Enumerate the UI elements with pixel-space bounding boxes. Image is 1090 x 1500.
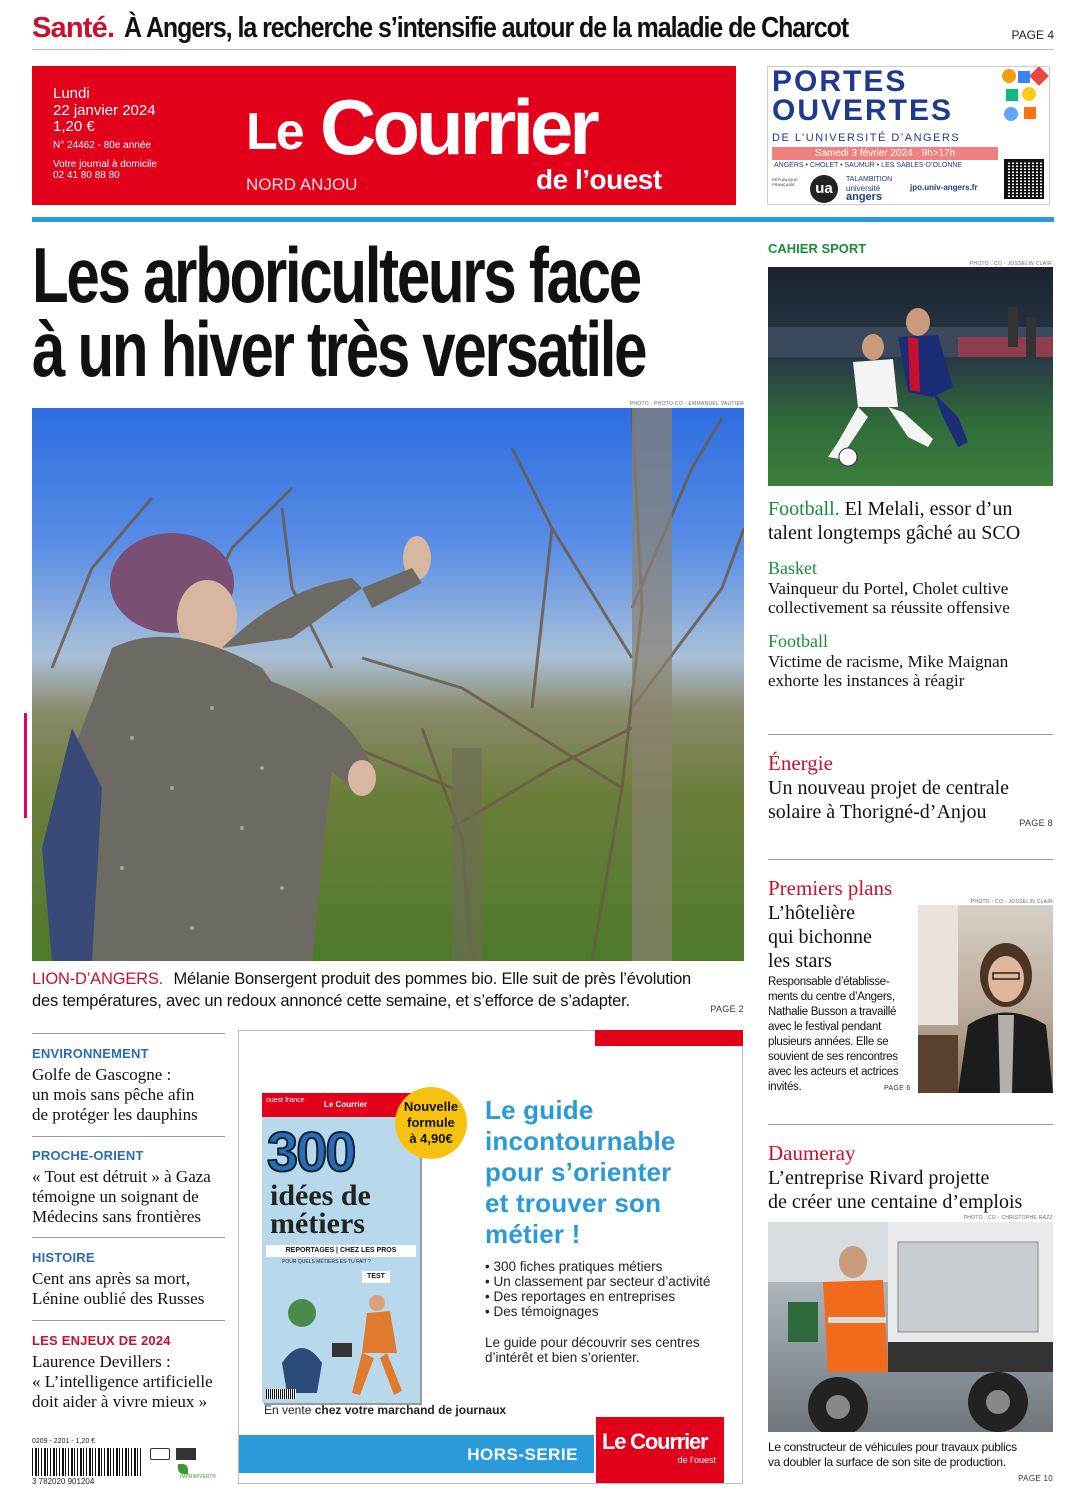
portrait-illustration bbox=[918, 905, 1053, 1093]
energie-title bbox=[768, 776, 1053, 824]
divider bbox=[32, 1320, 225, 1321]
left-title-line: Golfe de Gascogne : bbox=[32, 1065, 172, 1084]
cover-title2: métiers bbox=[270, 1207, 365, 1240]
price-badge bbox=[395, 1087, 467, 1159]
promo-bullet-text: 300 fiches pratiques métiers bbox=[493, 1259, 663, 1274]
leaf-icon bbox=[178, 1464, 188, 1474]
daumeray-line1: L’entreprise Rivard projette bbox=[768, 1167, 990, 1189]
left-rubric: ENVIRONNEMENT bbox=[32, 1046, 149, 1061]
decor-shape bbox=[1024, 107, 1036, 119]
caption-line1 bbox=[32, 968, 744, 990]
logo-de-l-ouest: de l’ouest bbox=[536, 164, 662, 195]
decor-shape bbox=[1022, 87, 1036, 101]
ad-cities: ANGERS • CHOLET • SAUMUR • LES SABLES-D’OLONNE bbox=[774, 162, 963, 169]
fsc-icon bbox=[176, 1448, 196, 1460]
left-title-line: doit aider à vivre mieux » bbox=[32, 1392, 208, 1411]
lead-caption bbox=[32, 968, 744, 1012]
teaser-headline: À Angers, la recherche s’intensifie autour de la maladie de Charcot bbox=[124, 12, 849, 44]
hors-serie-label: HORS-SERIE bbox=[467, 1445, 578, 1464]
left-title-line: « Tout est détruit » à Gaza bbox=[32, 1167, 211, 1186]
teaser-page: PAGE 4 bbox=[1011, 28, 1054, 42]
ad-url: jpo.univ-angers.fr bbox=[910, 183, 978, 192]
plans-page: PAGE 6 bbox=[884, 1085, 911, 1092]
masthead-phone: 02 41 80 88 80 bbox=[53, 169, 120, 181]
ad-date: Samedi 3 février 2024 · 9h>17h bbox=[814, 148, 956, 159]
barcode-digits: 3 782020 901204 bbox=[32, 1477, 95, 1486]
lead-photo[interactable] bbox=[32, 408, 744, 961]
daumeray-caption bbox=[768, 1440, 1053, 1483]
energie-page: PAGE 8 bbox=[1019, 818, 1053, 828]
promo-tagline-line: d’intérêt et bien s’orienter. bbox=[485, 1350, 640, 1365]
sport-rubric: Basket bbox=[768, 558, 817, 578]
ad-date-band bbox=[772, 147, 998, 160]
decor-shape bbox=[1029, 66, 1049, 86]
promo-headline bbox=[485, 1095, 676, 1250]
caption-page: PAGE 2 bbox=[710, 1004, 744, 1014]
cover-strip: REPORTAGES | CHEZ LES PROS bbox=[266, 1245, 416, 1257]
edition-label: NORD ANJOU bbox=[246, 175, 358, 194]
daumeray-caption-line2: va doubler la surface de son site de production. bbox=[768, 1455, 1006, 1469]
masthead-issue: N° 24462 - 80e année bbox=[53, 139, 151, 151]
sport-rubric: Football. bbox=[768, 498, 840, 520]
universite-label: université bbox=[846, 184, 881, 193]
promo-tagline bbox=[485, 1335, 700, 1365]
sport-item-basket[interactable] bbox=[768, 558, 1053, 617]
plans-body-line: avec les acteurs et actrices bbox=[768, 1066, 899, 1078]
cover-title1: idées de bbox=[270, 1179, 371, 1212]
promo-bullet: • Des reportages en entreprises bbox=[485, 1289, 676, 1304]
plans-body-line: souvient de ses rencontres bbox=[768, 1051, 898, 1063]
ua-logo: ua bbox=[810, 175, 838, 203]
caption-text1: Mélanie Bonsergent produit des pommes bio. Elle suit de près l’évolution bbox=[173, 970, 692, 988]
badge-line1: Nouvelle bbox=[403, 1099, 459, 1114]
promo-headline-line: pour s’orienter bbox=[485, 1157, 672, 1187]
masthead[interactable] bbox=[32, 66, 736, 205]
logo-le: Le bbox=[246, 103, 303, 161]
daumeray-caption-line1: Le constructeur de véhicules pour travaux publics bbox=[768, 1440, 1017, 1454]
divider bbox=[768, 859, 1053, 860]
masthead-day: Lundi bbox=[53, 85, 90, 102]
daumeray-line2: de créer une centaine d’emplois bbox=[768, 1191, 1023, 1213]
caption-line2 bbox=[32, 990, 744, 1012]
caption-text2: des températures, avec un redoux annoncé cette semaine, et s’efforce de s’adapter. bbox=[32, 992, 630, 1010]
left-title-line: de protéger les dauphins bbox=[32, 1105, 198, 1124]
plans-photo-credit: PHOTO : CO - JOSSELIN CLAIR bbox=[970, 899, 1053, 905]
promo-bullet: • 300 fiches pratiques métiers bbox=[485, 1259, 663, 1274]
plans-body-line: Nathalie Busson a travaillé bbox=[768, 1006, 897, 1018]
promo-logo-courrier: Le Courrier bbox=[602, 1429, 708, 1454]
qr-code-icon bbox=[1004, 159, 1044, 199]
left-title-line: un mois sans pêche afin bbox=[32, 1085, 195, 1104]
lead-headline[interactable] bbox=[32, 231, 752, 393]
section-separator bbox=[32, 217, 1054, 222]
top-teaser[interactable] bbox=[32, 12, 1054, 48]
ad-decor bbox=[1002, 69, 1048, 127]
football-illustration bbox=[768, 267, 1053, 486]
sport-title-line1: El Melali, essor d’un bbox=[844, 498, 1013, 520]
masthead-delivery: Votre journal à domicile bbox=[53, 158, 157, 170]
ad-line3: DE L’UNIVERSITÉ D’ANGERS bbox=[772, 132, 961, 144]
plans-rubric: Premiers plans bbox=[768, 876, 893, 900]
masthead-info bbox=[53, 86, 157, 181]
left-title bbox=[32, 1167, 225, 1227]
plans-body-line: invités. bbox=[768, 1081, 802, 1093]
recycle-icon bbox=[150, 1448, 170, 1460]
promo-courrier-logo bbox=[596, 1417, 724, 1483]
lead-headline-line2: à un hiver très versatile bbox=[32, 305, 646, 393]
masthead-date: 22 janvier 2024 bbox=[53, 101, 156, 119]
divider bbox=[32, 1033, 225, 1034]
left-title-line: Médecins sans frontières bbox=[32, 1207, 202, 1226]
left-rubric: PROCHE-ORIENT bbox=[32, 1148, 144, 1163]
sport-photo[interactable] bbox=[768, 267, 1053, 486]
left-item-proche-orient[interactable] bbox=[32, 1148, 225, 1227]
angers-label: angers bbox=[846, 191, 883, 203]
sport-item-football-melali[interactable] bbox=[768, 497, 1053, 545]
left-rubric: HISTOIRE bbox=[32, 1250, 95, 1265]
lead-headline-line1: Les arboriculteurs face bbox=[32, 231, 640, 319]
orchard-illustration bbox=[32, 408, 744, 961]
left-item-histoire[interactable] bbox=[32, 1250, 225, 1309]
daumeray-item[interactable] bbox=[768, 1141, 1053, 1214]
cover-brand-ouest: ouest france bbox=[266, 1097, 305, 1104]
newspaper-logo bbox=[246, 83, 686, 196]
sport-title-line1: Victime de racisme, Mike Maignan bbox=[768, 652, 1009, 671]
promo-sale-prefix: En vente bbox=[264, 1403, 315, 1417]
daumeray-photo[interactable] bbox=[768, 1222, 1053, 1432]
plans-body-line: plusieurs années. Elle se bbox=[768, 1036, 889, 1048]
badge-line2: formule bbox=[407, 1115, 455, 1130]
promo-headline-line: et trouver son bbox=[485, 1188, 662, 1218]
left-title bbox=[32, 1352, 225, 1412]
logo-courrier: Courrier bbox=[320, 83, 596, 171]
promo-bullet: • Des témoignages bbox=[485, 1304, 599, 1319]
badge-line3: à 4,90€ bbox=[409, 1131, 453, 1146]
cover-strip2: POUR QUELS MÉTIERS ES-TU FAIT ? bbox=[282, 1259, 371, 1265]
energie-item[interactable] bbox=[768, 751, 1053, 828]
masthead-price: 1,20 € bbox=[53, 118, 95, 135]
decor-shape bbox=[1004, 107, 1018, 121]
daumeray-rubric: Daumeray bbox=[768, 1141, 856, 1165]
promo-headline-line: métier ! bbox=[485, 1219, 581, 1249]
daumeray-photo-credit: PHOTO : CO - CHRISTOPHE RAZZ bbox=[963, 1215, 1053, 1221]
energie-line1: Un nouveau projet de centrale bbox=[768, 777, 1010, 799]
cover-test: TEST bbox=[362, 1271, 390, 1283]
promo-bullet-text: Des témoignages bbox=[493, 1304, 599, 1319]
divider bbox=[768, 734, 1053, 735]
republique-logo: RÉPUBLIQUE FRANÇAISE bbox=[772, 177, 798, 187]
decor-shape bbox=[1006, 89, 1018, 101]
sport-title bbox=[768, 652, 1053, 690]
promo-sale-bold: chez votre marchand de journaux bbox=[314, 1403, 507, 1417]
left-title bbox=[32, 1065, 225, 1125]
left-title-line: Cent ans après sa mort, bbox=[32, 1269, 191, 1288]
promo-red-tab bbox=[595, 1030, 743, 1046]
caption-place: LION-D’ANGERS. bbox=[32, 970, 164, 988]
promo-headline-line: incontournable bbox=[485, 1126, 676, 1156]
daumeray-title bbox=[768, 1166, 1053, 1214]
promo-sale bbox=[264, 1403, 506, 1417]
teaser-rubric: Santé. bbox=[32, 12, 115, 44]
left-item-environnement[interactable] bbox=[32, 1046, 225, 1125]
plans-body-line: Responsable d’établisse- bbox=[768, 976, 890, 988]
ad-line1: PORTES bbox=[772, 66, 908, 98]
energie-line2: solaire à Thorigné-d’Anjou bbox=[768, 801, 987, 823]
sport-title-line1: Vainqueur du Portel, Cholet cultive bbox=[768, 579, 1009, 598]
sport-title bbox=[768, 579, 1053, 617]
imprim-vert: IMPRIM’VERT® bbox=[180, 1474, 217, 1480]
barcode-block bbox=[32, 1438, 232, 1488]
left-item-enjeux-2024[interactable] bbox=[32, 1333, 225, 1412]
ad-portes-ouvertes[interactable] bbox=[767, 66, 1050, 205]
plans-body-last bbox=[768, 1080, 918, 1095]
teaser-rule bbox=[32, 49, 1054, 50]
decor-shape bbox=[1002, 69, 1016, 83]
promo-headline-line: Le guide bbox=[485, 1095, 594, 1125]
plans-title1: L’hôtelière bbox=[768, 902, 856, 924]
cover-brand-courrier: Le Courrier bbox=[324, 1100, 368, 1109]
plans-title2: qui bichonne bbox=[768, 926, 872, 948]
promo-logo-ouest: de l’ouest bbox=[677, 1455, 716, 1465]
plans-photo[interactable] bbox=[918, 905, 1053, 1093]
hors-serie-band bbox=[239, 1435, 594, 1473]
sport-title-line2: talent longtemps gâché au SCO bbox=[768, 522, 1021, 544]
promo-bullet-text: Des reportages en entreprises bbox=[493, 1289, 676, 1304]
ad-line2: OUVERTES bbox=[772, 94, 954, 127]
energie-rubric: Énergie bbox=[768, 751, 833, 775]
promo-bullet-text: Un classement par secteur d’activité bbox=[493, 1274, 711, 1289]
left-rubric: LES ENJEUX DE 2024 bbox=[32, 1333, 171, 1348]
promo-bullets bbox=[485, 1259, 710, 1319]
divider bbox=[768, 1124, 1053, 1125]
left-title-line: Lénine oublié des Russes bbox=[32, 1289, 205, 1308]
sport-photo-credit: PHOTO : CO - JOSSELIN CLAIR bbox=[969, 261, 1052, 267]
decor-shape bbox=[1018, 71, 1030, 83]
sport-rubric: Football bbox=[768, 631, 829, 651]
promo-bullet: • Un classement par secteur d’activité bbox=[485, 1274, 711, 1289]
barcode-code-top: 0209 - 2201 - 1,20 € bbox=[32, 1438, 96, 1445]
lead-photo-credit: PHOTO : PHOTO CO - EMMANUEL VAUTIER bbox=[629, 401, 744, 407]
barcode-icon bbox=[32, 1448, 142, 1476]
left-title-line: témoigne un soignant de bbox=[32, 1187, 199, 1206]
left-title-line: « L’intelligence artificielle bbox=[32, 1372, 213, 1391]
sport-title-line2: exhorte les instances à réagir bbox=[768, 671, 965, 690]
workshop-illustration bbox=[768, 1222, 1053, 1432]
plans-body-line: avec le festival pendant bbox=[768, 1021, 881, 1033]
divider bbox=[32, 1237, 225, 1238]
sport-section-label: CAHIER SPORT bbox=[768, 241, 867, 256]
sport-title-line2: collectivement sa réussite offensive bbox=[768, 598, 1010, 617]
lead-photo-marker bbox=[24, 713, 27, 818]
promo-hors-serie[interactable] bbox=[238, 1030, 743, 1484]
daumeray-page: PAGE 10 bbox=[1018, 1474, 1053, 1483]
left-title-line: Laurence Devillers : bbox=[32, 1352, 171, 1371]
left-title bbox=[32, 1269, 225, 1309]
cover-barcode-icon bbox=[266, 1389, 296, 1399]
divider bbox=[32, 1136, 225, 1137]
ambition-label: TALAMBITION bbox=[846, 176, 893, 183]
plans-body-line: ments du centre d’Angers, bbox=[768, 991, 895, 1003]
cover-number: 300 bbox=[267, 1120, 355, 1183]
sport-item-football-maignan[interactable] bbox=[768, 631, 1053, 690]
university-logo bbox=[846, 175, 892, 202]
plans-body bbox=[768, 975, 918, 1095]
cover-illustration bbox=[262, 1263, 420, 1403]
promo-tagline-line: Le guide pour découvrir ses centres bbox=[485, 1335, 700, 1350]
plans-title3: les stars bbox=[768, 950, 832, 972]
